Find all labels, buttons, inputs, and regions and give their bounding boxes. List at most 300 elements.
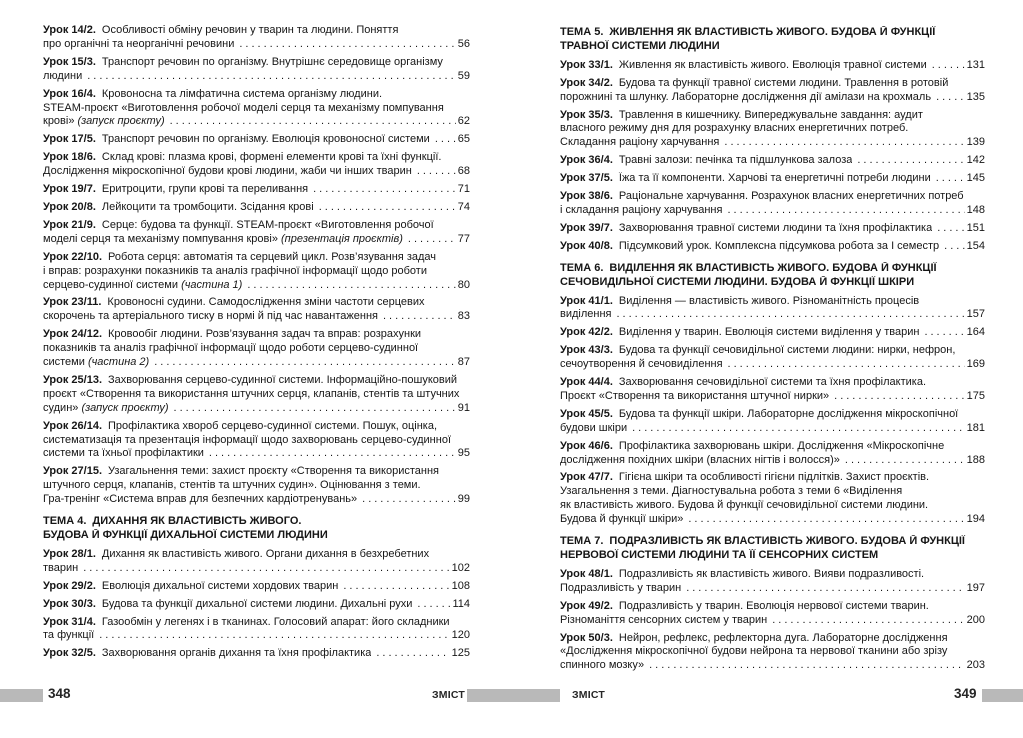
entry-line (43, 133, 470, 147)
toc-entry (43, 219, 470, 247)
entry-line (560, 122, 985, 136)
leader-dots (343, 580, 449, 594)
entry-text: штучного серця, клапанів, стентів та штучних судин». Оцінювання з теми. (43, 479, 421, 492)
entry-text: серцево-судинної системи (частина 1) (43, 278, 243, 291)
lesson-label: Урок 49/2. (560, 599, 613, 612)
entry-page-number: 68 (457, 165, 470, 178)
toc-entry (43, 598, 470, 612)
entry-page-number: 56 (457, 37, 470, 50)
entry-line (560, 136, 985, 150)
toc-entry (560, 344, 985, 372)
entry-line (43, 102, 470, 116)
toc-entry (560, 376, 985, 404)
entry-line (560, 582, 985, 596)
entry-line (560, 376, 985, 390)
theme-line: БУДОВА Й ФУНКЦІЇ ДИХАЛЬНОЇ СИСТЕМИ ЛЮДИНИ (43, 529, 328, 541)
leader-dots (313, 183, 456, 197)
entry-line (43, 233, 470, 247)
entry-line (43, 548, 470, 562)
entry-line (560, 91, 985, 105)
leader-dots (772, 614, 964, 628)
entry-line (560, 600, 985, 614)
entry-text: Урок 27/15. Узагальнення теми: захист проєкту «Створення та використання (43, 465, 440, 478)
toc-entry (43, 465, 470, 507)
theme-line: НЕРВОВОЇ СИСТЕМИ ЛЮДИНИ ТА ЇЇ СЕНСОРНИХ СИСТЕМ (560, 549, 879, 561)
entry-line (43, 479, 470, 493)
entry-line (43, 151, 470, 165)
entry-line (43, 165, 470, 179)
theme-line: СЕЧОВИДІЛЬНОЇ СИСТЕМИ ЛЮДИНИ. БУДОВА Й ФУНКЦІЇ ШКІРИ (560, 275, 915, 288)
lesson-label: Урок 37/5. (560, 172, 613, 185)
entry-text: «Дослідження мікроскопічної будови нейрона та нервової тканини або зрізу (560, 645, 948, 658)
entry-line (43, 70, 470, 84)
lesson-label: Урок 31/4. (43, 615, 96, 628)
leader-dots (632, 422, 965, 436)
entry-page-number: 91 (457, 401, 470, 414)
toc-entry (560, 295, 985, 323)
entry-text: Урок 22/10. Робота серця: автоматія та серцевий цикл. Розв’язування задач (43, 250, 437, 263)
entry-text: Урок 30/3. Будова та функції дихальної системи людини. Дихальні рухи (43, 597, 413, 610)
entry-text: Урок 40/8. Підсумковий урок. Комплексна підсумкова робота за І семестр (560, 239, 940, 252)
leader-dots (383, 310, 456, 324)
theme-label: ТЕМА 5. (560, 26, 604, 38)
entry-page-number: 200 (966, 613, 985, 626)
lesson-label: Урок 27/15. (43, 465, 103, 478)
entry-text: Урок 32/5. Захворювання органів дихання та їхня профілактика (43, 647, 372, 660)
toc-theme-heading (560, 26, 985, 54)
leader-dots (408, 233, 456, 247)
theme-label: ТЕМА 4. (43, 515, 87, 528)
entry-text: і складання раціону харчування (560, 203, 723, 216)
toc-entry (560, 59, 985, 73)
toc-entry (43, 296, 470, 324)
toc-entry (560, 408, 985, 436)
lesson-label: Урок 47/7. (560, 471, 613, 484)
leader-dots (170, 115, 456, 129)
entry-page-number: 175 (966, 389, 985, 402)
entry-text: моделі серця та механізму помпування крові» (презентація проєктів) (43, 232, 403, 245)
lesson-label: Урок 14/2. (43, 24, 96, 36)
theme-label: ТЕМА 6. (560, 261, 604, 274)
entry-text: власного режиму дня для розрахунку власних енергетичних потреб. (560, 122, 909, 135)
entry-line (43, 420, 470, 434)
entry-line (43, 183, 470, 197)
entry-line (43, 115, 470, 129)
entry-line (560, 659, 985, 673)
entry-text: системи (частина 2) (43, 356, 150, 369)
toc-entry (560, 632, 985, 674)
entry-line (43, 279, 470, 293)
entry-page-number: 188 (966, 453, 985, 466)
entry-text: тварин (43, 561, 79, 574)
entry-line (560, 154, 985, 168)
leader-dots (87, 70, 456, 84)
lesson-label: Урок 16/4. (43, 87, 96, 100)
entry-line (43, 310, 470, 324)
entry-page-number: 125 (451, 647, 470, 660)
entry-page-number: 154 (966, 239, 985, 252)
entry-text: Урок 31/4. Газообмін у легенях і в тканинах. Голосовий апарат: його складники (43, 615, 450, 628)
lesson-label: Урок 44/4. (560, 376, 613, 389)
entry-line (43, 356, 470, 370)
lesson-label: Урок 38/6. (560, 190, 613, 203)
toc-entry (43, 580, 470, 594)
entry-page-number: 62 (457, 115, 470, 128)
entry-text: крові» (запуск проєкту) (43, 115, 165, 128)
leader-dots (944, 240, 965, 254)
lesson-label: Урок 32/5. (43, 647, 96, 660)
footer-bar-left (0, 689, 43, 702)
lesson-label: Урок 24/12. (43, 328, 103, 341)
toc-entry (560, 600, 985, 628)
leader-dots (857, 154, 964, 168)
toc-entry (43, 548, 470, 576)
toc-entry (43, 183, 470, 197)
entry-text: Урок 48/1. Подразливість як властивість живого. Вияви подразливості. (560, 567, 925, 580)
leader-dots (724, 136, 964, 150)
entry-text: Урок 17/5. Транспорт речовин по організму. Еволюція кровоносної системи (43, 133, 430, 146)
theme-label: ТЕМА 7. (560, 535, 604, 548)
theme-line: ТРАВНОЇ СИСТЕМИ ЛЮДИНИ (560, 39, 720, 52)
theme-line: ТЕМА 4. ДИХАННЯ ЯК ВЛАСТИВІСТЬ ЖИВОГО. (43, 515, 302, 528)
entry-line (560, 614, 985, 628)
entry-text: STEAM-проєкт «Виготовлення робочої моделі серця та механізму помпування (43, 101, 444, 114)
italic-note: (презентація проєктів) (281, 232, 403, 245)
entry-page-number: 157 (966, 308, 985, 321)
entry-line (43, 342, 470, 356)
lesson-label: Урок 17/5. (43, 133, 96, 146)
entry-line (560, 358, 985, 372)
entry-line (43, 374, 470, 388)
entry-line (43, 402, 470, 416)
footer-bar-gutter (467, 689, 560, 702)
entry-text: Проєкт «Створення та використання штучної нирки» (560, 389, 830, 402)
entry-text: спинного мозку» (560, 659, 645, 672)
toc-entry (43, 647, 470, 661)
entry-text: Урок 49/2. Подразливість у тварин. Еволюція нервової системи тварин. (560, 599, 929, 612)
toc-entry (43, 24, 470, 52)
entry-line (560, 204, 985, 218)
toc-entry (560, 568, 985, 596)
italic-note: (запуск проєкту) (77, 115, 165, 128)
leader-dots (99, 629, 449, 643)
entry-text: Урок 42/2. Виділення у тварин. Еволюція системи виділення у тварин (560, 326, 920, 339)
leader-dots (319, 201, 456, 215)
toc-entry (43, 56, 470, 84)
entry-line (43, 465, 470, 479)
toc-column-left (43, 24, 470, 665)
lesson-label: Урок 26/14. (43, 419, 103, 432)
toc-entry (560, 190, 985, 218)
entry-text: людини (43, 69, 83, 82)
entry-page-number: 95 (457, 447, 470, 460)
leader-dots (209, 447, 456, 461)
entry-line (560, 77, 985, 91)
toc-entry (560, 471, 985, 527)
leader-dots (617, 308, 965, 322)
entry-text: Будова й функції шкіри» (560, 513, 684, 526)
italic-note: (частина 1) (181, 278, 243, 291)
toc-entry (43, 328, 470, 370)
entry-page-number: 181 (966, 421, 985, 434)
entry-text: Урок 18/6. Склад крові: плазма крові, формені елементи крові та їхні функції. (43, 151, 442, 164)
lesson-label: Урок 22/10. (43, 250, 103, 263)
toc-entry (43, 616, 470, 644)
leader-dots (649, 659, 965, 673)
entry-text: Урок 14/2. Особливості обміну речовин у тварин та людини. Поняття (43, 24, 399, 36)
entry-text: Різноманіття сенсорних систем у тварин (560, 613, 768, 626)
leader-dots (174, 402, 456, 416)
entry-page-number: 108 (451, 579, 470, 592)
entry-text: Урок 23/11. Кровоносні судини. Самодослідження зміни частоти серцевих (43, 296, 425, 309)
entry-text: Урок 46/6. Профілактика захворювань шкіри. Дослідження «Мікроскопічне (560, 439, 945, 452)
footer-page-number-right: 349 (954, 686, 977, 701)
lesson-label: Урок 39/7. (560, 221, 613, 234)
entry-line (43, 447, 470, 461)
toc-entry (560, 440, 985, 468)
entry-text: Урок 45/5. Будова та функції шкіри. Лабораторне дослідження мікроскопічної (560, 407, 959, 420)
entry-line (560, 568, 985, 582)
lesson-label: Урок 35/3. (560, 108, 613, 121)
entry-text: Урок 50/3. Нейрон, рефлекс, рефлекторна дуга. Лабораторне дослідження (560, 631, 948, 644)
leader-dots (686, 582, 964, 596)
entry-line (560, 240, 985, 254)
leader-dots (688, 513, 964, 527)
entry-line (560, 190, 985, 204)
entry-page-number: 59 (457, 69, 470, 82)
entry-text: будови шкіри (560, 421, 628, 434)
entry-line (560, 109, 985, 123)
entry-line (43, 562, 470, 576)
lesson-label: Урок 25/13. (43, 373, 103, 386)
entry-line (43, 296, 470, 310)
leader-dots (376, 647, 449, 661)
entry-line (43, 328, 470, 342)
leader-dots (728, 358, 965, 372)
entry-text: Гра-тренінг «Система вправ для безпечних кардіотренувань» (43, 493, 358, 506)
entry-text: системи та їхньої профілактики (43, 447, 204, 460)
toc-entry (560, 109, 985, 151)
leader-dots (924, 326, 964, 340)
lesson-label: Урок 34/2. (560, 76, 613, 89)
lesson-label: Урок 50/3. (560, 631, 613, 644)
entry-page-number: 80 (457, 278, 470, 291)
footer-contents-label-right: ЗМІСТ (572, 689, 605, 701)
entry-page-number: 71 (457, 183, 470, 196)
toc-entry (43, 251, 470, 293)
entry-page-number: 114 (452, 597, 470, 610)
entry-page-number: 74 (457, 200, 470, 213)
entry-line (560, 344, 985, 358)
lesson-label: Урок 29/2. (43, 579, 96, 592)
entry-text: виділення (560, 308, 612, 321)
leader-dots (936, 91, 965, 105)
entry-page-number: 194 (966, 513, 985, 526)
entry-page-number: 120 (451, 629, 470, 642)
lesson-label: Урок 36/4. (560, 154, 613, 167)
entry-text: Урок 24/12. Кровообіг людини. Розв’язування задач та вправ: розрахунки (43, 328, 422, 341)
entry-line (43, 434, 470, 448)
entry-text: Узагальнення з теми. Діагностувальна робота з теми 6 «Виділення (560, 485, 903, 498)
entry-line (560, 308, 985, 322)
entry-line (43, 598, 470, 612)
lesson-label: Урок 18/6. (43, 151, 96, 164)
entry-page-number: 131 (966, 58, 985, 71)
entry-line (43, 616, 470, 630)
italic-note: (частина 2) (87, 356, 150, 369)
footer-contents-label-left: ЗМІСТ (432, 689, 465, 701)
leader-dots (417, 165, 456, 179)
lesson-label: Урок 23/11. (43, 296, 102, 309)
entry-page-number: 203 (966, 659, 985, 672)
entry-line (560, 499, 985, 513)
entry-text: і вправ: розрахунки показників та аналіз графічної інформації щодо роботи (43, 264, 427, 277)
entry-line (560, 513, 985, 527)
entry-line (43, 219, 470, 233)
toc-theme-heading (560, 535, 985, 563)
lesson-label: Урок 41/1. (560, 294, 613, 307)
toc-entry (43, 374, 470, 416)
entry-line (43, 88, 470, 102)
entry-page-number: 65 (457, 133, 470, 146)
entry-text: сечоутворення й сечовиділення (560, 358, 723, 371)
entry-text: Урок 37/5. Їжа та її компоненти. Харчові та енергетичні потреби людини (560, 172, 931, 185)
entry-page-number: 142 (966, 154, 985, 167)
entry-text: Урок 33/1. Живлення як властивість живого. Еволюція травної системи (560, 58, 927, 71)
lesson-label: Урок 20/8. (43, 200, 96, 213)
entry-line (560, 440, 985, 454)
entry-text: Складання раціону харчування (560, 136, 720, 149)
entry-text: та функції (43, 629, 95, 642)
lesson-label: Урок 19/7. (43, 183, 96, 196)
leader-dots (932, 59, 965, 73)
footer-bar-right (982, 689, 1023, 702)
italic-note: (запуск проєкту) (81, 401, 169, 414)
entry-line (43, 24, 470, 38)
leader-dots (727, 204, 964, 218)
entry-text: дослідження похідних шкіри (власних нігтів і волосся)» (560, 453, 840, 466)
entry-text: Урок 26/14. Профілактика хвороб серцево-судинної системи. Пошук, оцінка, (43, 419, 438, 432)
entry-text: проєкт «Створення та використання штучних серця, клапанів, стентів та штучних (43, 387, 460, 400)
entry-line (560, 408, 985, 422)
entry-page-number: 139 (966, 136, 985, 149)
entry-line (43, 647, 470, 661)
entry-text: Урок 38/6. Раціональне харчування. Розрахунок власних енергетичних потреб (560, 190, 964, 203)
entry-page-number: 77 (457, 232, 470, 245)
entry-text: Урок 29/2. Еволюція дихальної системи хордових тварин (43, 579, 339, 592)
leader-dots (239, 38, 455, 52)
lesson-label: Урок 42/2. (560, 326, 613, 339)
entry-text: Урок 39/7. Захворювання травної системи людини та їхня профілактика (560, 221, 933, 234)
toc-entry (43, 151, 470, 179)
entry-line (560, 422, 985, 436)
lesson-label: Урок 15/3. (43, 55, 96, 68)
entry-line (560, 454, 985, 468)
entry-text: Урок 41/1. Виділення — властивість живого. Різноманітність процесів (560, 294, 920, 307)
toc-entry (43, 420, 470, 462)
entry-text: показників та аналіз графічної інформації щодо роботи серцево-судинної (43, 342, 419, 355)
entry-line (43, 265, 470, 279)
entry-text: скорочень та артеріального тиску в нормі й під час навантаження (43, 310, 378, 323)
entry-line (43, 629, 470, 643)
toc-entry (560, 222, 985, 236)
entry-page-number: 148 (966, 203, 985, 216)
leader-dots (417, 598, 450, 612)
lesson-label: Урок 40/8. (560, 239, 613, 252)
entry-page-number: 145 (966, 172, 985, 185)
entry-text: систематизація та презентація інформації щодо захворювань серцево-судинної (43, 433, 452, 446)
lesson-label: Урок 48/1. (560, 567, 613, 580)
entry-line (560, 326, 985, 340)
lesson-label: Урок 45/5. (560, 407, 613, 420)
entry-text: Урок 16/4. Кровоносна та лімфатична система організму людини. (43, 87, 383, 100)
lesson-label: Урок 43/3. (560, 344, 613, 357)
toc-column-right (560, 26, 985, 677)
leader-dots (247, 279, 455, 293)
entry-page-number: 83 (457, 310, 470, 323)
entry-page-number: 99 (457, 493, 470, 506)
entry-page-number: 135 (966, 90, 985, 103)
entry-text: Урок 19/7. Еритроцити, групи крові та переливання (43, 183, 309, 196)
entry-text: Урок 47/7. Гігієна шкіри та особливості гігієни підлітків. Захист проєктів. (560, 471, 930, 484)
entry-text: Урок 21/9. Серце: будова та функції. STEAM-проєкт «Виготовлення робочої (43, 218, 434, 231)
entry-line (560, 471, 985, 485)
lesson-label: Урок 33/1. (560, 58, 613, 71)
toc-theme-heading (560, 262, 985, 290)
entry-line (560, 485, 985, 499)
leader-dots (936, 172, 965, 186)
entry-text: порожнині та шлунку. Лабораторне дослідження дії амілази на крохмаль (560, 90, 932, 103)
toc-entry (43, 201, 470, 215)
theme-line: ТЕМА 5. ЖИВЛЕННЯ ЯК ВЛАСТИВІСТЬ ЖИВОГО. БУДОВА Й ФУНКЦІЇ (560, 26, 936, 38)
entry-page-number: 151 (966, 221, 985, 234)
entry-line (43, 38, 470, 52)
entry-page-number: 102 (451, 561, 470, 574)
lesson-label: Урок 21/9. (43, 218, 96, 231)
entry-text: Урок 25/13. Захворювання серцево-судинної системи. Інформаційно-пошуковий (43, 373, 458, 386)
toc-entry (43, 88, 470, 130)
entry-text: Урок 44/4. Захворювання сечовидільної системи та їхня профілактика. (560, 376, 927, 389)
lesson-label: Урок 46/6. (560, 439, 613, 452)
entry-page-number: 87 (457, 356, 470, 369)
leader-dots (154, 356, 456, 370)
leader-dots (83, 562, 449, 576)
entry-text: Урок 36/4. Травні залози: печінка та підшлункова залоза (560, 154, 853, 167)
theme-line: ТЕМА 6. ВИДІЛЕННЯ ЯК ВЛАСТИВІСТЬ ЖИВОГО. БУДОВА Й ФУНКЦІЇ (560, 261, 937, 274)
toc-entry (560, 154, 985, 168)
entry-text: Дослідження мікроскопічної будови крові людини, жаби чи інших тварин (43, 165, 412, 178)
entry-text: Урок 35/3. Травлення в кишечнику. Випереджувальне завдання: аудит (560, 108, 923, 121)
entry-text: Урок 43/3. Будова та функції сечовидільної системи людини: нирки, нефрон, (560, 344, 956, 357)
entry-line (560, 172, 985, 186)
entry-line (43, 493, 470, 507)
entry-line (560, 295, 985, 309)
leader-dots (435, 133, 456, 147)
toc-entry (560, 172, 985, 186)
entry-text: Урок 28/1. Дихання як властивість живого. Органи дихання в безхребетних (43, 547, 430, 560)
toc-entry (560, 240, 985, 254)
footer-page-number-left: 348 (48, 686, 71, 701)
lesson-label: Урок 28/1. (43, 547, 96, 560)
entry-page-number: 197 (966, 581, 985, 594)
entry-text: про органічні та неорганічні речовини (43, 37, 235, 50)
lesson-label: Урок 30/3. (43, 597, 96, 610)
entry-line (43, 580, 470, 594)
entry-line (560, 222, 985, 236)
entry-line (43, 388, 470, 402)
toc-entry (560, 77, 985, 105)
entry-page-number: 169 (966, 358, 985, 371)
